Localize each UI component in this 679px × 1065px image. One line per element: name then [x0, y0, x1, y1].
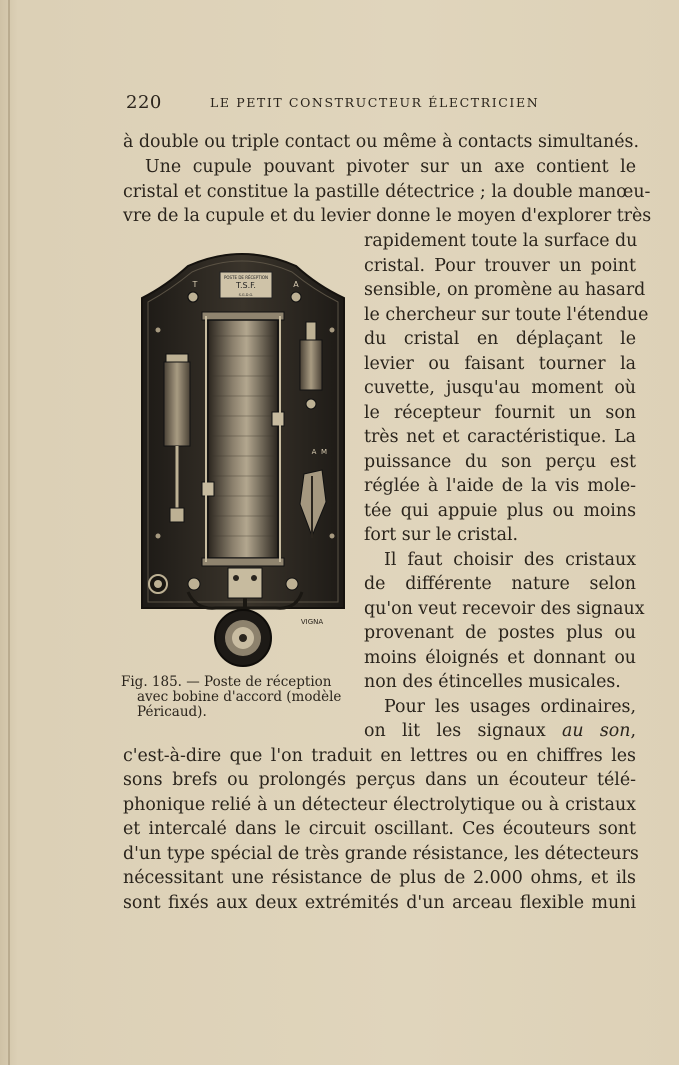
plate-line: T.S.F.: [236, 281, 256, 290]
text-fragment: ,: [630, 721, 636, 741]
caption-line: avec bobine d'accord (modèle: [137, 689, 342, 705]
text-line: très net et caractéristique. La: [364, 427, 636, 447]
text-line: provenant de postes plus ou: [364, 623, 636, 643]
text-line: c'est-à-dire que l'on traduit en lettres ou en chiffres les: [123, 746, 636, 766]
text-line: réglée à l'aide de la vis mole-: [364, 476, 636, 496]
terminal-label: T: [192, 280, 198, 289]
plate-line: POSTE DE RÉCEPTION: [223, 275, 269, 280]
text-line: sons brefs ou prolongés perçus dans un écouteur télé-: [123, 770, 636, 790]
coil-slider: [272, 412, 284, 426]
text-line: non des étincelles musicales.: [364, 672, 621, 692]
terminal-label: A: [311, 448, 317, 456]
italic-fragment: au son: [561, 721, 631, 741]
text-line: Pour les usages ordinaires,: [384, 697, 636, 717]
text-line: qu'on veut recevoir des signaux: [364, 599, 645, 619]
electrolytic-detector: [164, 362, 190, 446]
terminal-label: M: [320, 448, 328, 456]
coil-slider: [202, 482, 214, 496]
text-line: le chercheur sur toute l'étendue: [364, 305, 649, 325]
text-line: à double ou triple contact ou même à contacts simultanés.: [123, 132, 639, 152]
text-line: phonique relié à un détecteur électrolytique ou à cristaux: [123, 795, 636, 815]
text-line: levier ou faisant tourner la: [364, 354, 636, 374]
text-line: cuvette, jusqu'au moment où: [364, 378, 636, 398]
text-line: le récepteur fournit un son: [364, 403, 636, 423]
text-line: Il faut choisir des cristaux: [384, 550, 636, 570]
terminal-screw: [291, 292, 301, 302]
text-line: Une cupule pouvant pivoter sur un axe contient le: [145, 157, 636, 177]
board-screw: [156, 534, 161, 539]
terminal-label: A: [293, 280, 299, 289]
figure-engraving: [136, 246, 350, 674]
figure-caption: [121, 675, 353, 720]
text-fragment: on lit les signaux: [364, 721, 562, 741]
text-line: de différente nature selon: [364, 574, 636, 594]
earphone-clip: [228, 568, 262, 598]
text-line: rapidement toute la surface du: [364, 231, 638, 251]
text-line: du cristal en déplaçant le: [364, 329, 636, 349]
caption-line: Fig. 185. — Poste de réception: [121, 674, 332, 690]
running-title: LE PETIT CONSTRUCTEUR ÉLECTRICIEN: [210, 95, 540, 110]
caption-line: Péricaud).: [137, 704, 207, 720]
text-line: sensible, on promène au hasard: [364, 280, 646, 300]
board-screw: [156, 328, 161, 333]
text-line: nécessitant une résistance de plus de 2.000 ohms, et ils: [123, 868, 636, 888]
page-edge: [8, 0, 10, 1065]
text-line-italic: [364, 720, 636, 742]
page-header: [126, 92, 596, 116]
board-screw: [330, 534, 335, 539]
text-line: sont fixés aux deux extrémités d'un arceau flexible muni: [123, 893, 636, 913]
board-screw: [330, 328, 335, 333]
engraver-signature: VIGNA: [300, 618, 324, 626]
receiver-illustration: [136, 246, 350, 674]
crystal-detector: [300, 340, 322, 390]
text-line: moins éloignés et donnant ou: [364, 648, 636, 668]
page-number: 220: [126, 92, 162, 113]
text-line: et intercalé dans le circuit oscillant. Ces écouteurs sont: [123, 819, 636, 839]
text-line: d'un type spécial de très grande résistance, les détecteurs: [123, 844, 639, 864]
text-line: vre de la cupule et du levier donne le moyen d'explorer très: [123, 206, 652, 226]
text-line: puissance du son perçu est: [364, 452, 636, 472]
text-line: cristal et constitue la pastille détectrice ; la double manœu-: [123, 182, 651, 202]
text-line: cristal. Pour trouver un point: [364, 256, 636, 276]
text-line: tée qui appuie plus ou moins: [364, 501, 636, 521]
text-line: fort sur le cristal.: [364, 525, 519, 545]
terminal-screw: [188, 292, 198, 302]
plate-line: S.G.D.G.: [238, 293, 254, 297]
